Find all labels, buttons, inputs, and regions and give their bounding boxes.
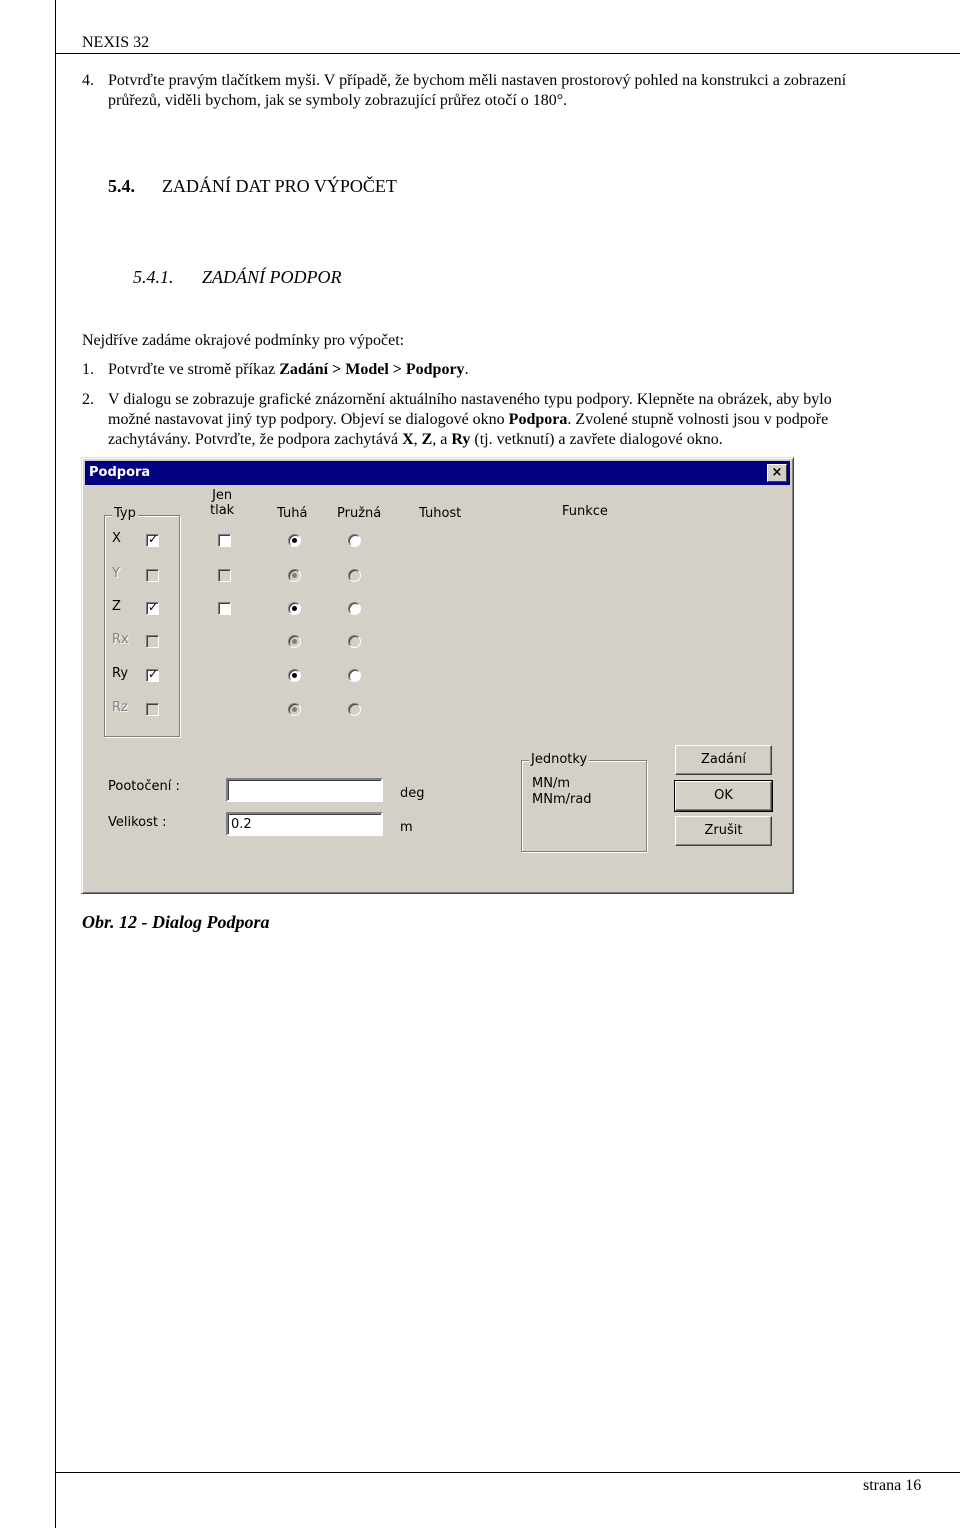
typ-checkbox-rz[interactable]: [146, 703, 159, 716]
dialog-titlebar[interactable]: [85, 461, 790, 485]
pootoceni-input[interactable]: [226, 778, 383, 802]
jednotky-line1: MN/m: [532, 776, 570, 791]
typ-label-ry: Ry: [112, 666, 129, 681]
pruzna-radio-x[interactable]: [348, 534, 361, 547]
header-rule: [55, 53, 960, 54]
step2-line1: V dialogu se zobrazuje grafické znázornění aktuálního nastaveného typu podpory. Klepněte na obrázek, aby bylo: [108, 391, 832, 408]
jednotky-line2: MNm/rad: [532, 792, 592, 807]
zadani-button[interactable]: Zadání: [675, 745, 772, 775]
jen-tlak-checkbox-y[interactable]: [218, 569, 231, 582]
radio-dot-icon: [292, 538, 297, 543]
tuha-radio-rz[interactable]: [288, 703, 301, 716]
figure-caption: Obr. 12 - Dialog Podpora: [82, 912, 270, 932]
pootoceni-label: Pootočení :: [108, 779, 180, 794]
jednotky-label: Jednotky: [531, 752, 588, 767]
header-funkce: Funkce: [562, 504, 608, 519]
typ-checkbox-ry[interactable]: [146, 669, 159, 682]
subsection-number: 5.4.1.: [133, 267, 174, 287]
jen-tlak-checkbox-x[interactable]: [218, 534, 231, 547]
typ-label-z: Z: [112, 599, 121, 614]
step2-num: 2.: [82, 391, 94, 408]
ok-button[interactable]: OK: [675, 781, 772, 811]
dialog-title: Podpora: [89, 465, 151, 480]
jen-tlak-checkbox-z[interactable]: [218, 602, 231, 615]
footer-rule: [55, 1472, 960, 1473]
header-pruzna: Pružná: [337, 506, 382, 521]
page-number: strana 16: [863, 1477, 922, 1494]
tuha-radio-ry[interactable]: [288, 669, 301, 682]
typ-group-label: Typ: [114, 506, 136, 521]
header-tuha: Tuhá: [277, 506, 308, 521]
check-mark-icon: ✓: [148, 667, 159, 681]
radio-dot-icon: [292, 573, 297, 578]
header-product: NEXIS 32: [82, 34, 150, 51]
radio-dot-icon: [292, 707, 297, 712]
tuha-radio-rx[interactable]: [288, 635, 301, 648]
pruzna-radio-rz[interactable]: [348, 703, 361, 716]
pruzna-radio-rx[interactable]: [348, 635, 361, 648]
step2-line3: zachytávány. Potvrďte, že podpora zachytává X, Z, a Ry (tj. vetknutí) a zavřete dialogové okno.: [108, 431, 723, 448]
check-mark-icon: ✓: [148, 532, 159, 546]
header-jen-tlak: Jen tlak: [210, 488, 235, 518]
pruzna-radio-y[interactable]: [348, 569, 361, 582]
radio-dot-icon: [292, 673, 297, 678]
typ-label-x: X: [112, 531, 121, 546]
radio-dot-icon: [292, 606, 297, 611]
velikost-input[interactable]: [226, 812, 383, 836]
pruzna-radio-z[interactable]: [348, 602, 361, 615]
typ-label-rz: Rz: [112, 700, 128, 715]
close-button[interactable]: ×: [767, 464, 787, 482]
intro-text: Nejdříve zadáme okrajové podmínky pro výpočet:: [82, 332, 405, 349]
step2-line2: možné nastavovat jiný typ podpory. Objeví se dialogové okno Podpora. Zvolené stupně volnosti jsou v podpoře: [108, 411, 829, 428]
step4-num: 4.: [82, 72, 94, 89]
velikost-label: Velikost :: [108, 815, 167, 830]
pootoceni-unit: deg: [400, 786, 425, 801]
radio-dot-icon: [292, 639, 297, 644]
step4-line1: Potvrďte pravým tlačítkem myši. V případě, že bychom měli nastaven prostorový pohled na konstrukci a zobrazení: [108, 72, 847, 89]
step4-line2: průřezů, viděli bychom, jak se symboly zobrazující průřez otočí o 180°.: [108, 92, 568, 109]
podpora-dialog: [81, 457, 794, 894]
section-title: ZADÁNÍ DAT PRO VÝPOČET: [162, 176, 397, 196]
typ-checkbox-x[interactable]: [146, 534, 159, 547]
typ-checkbox-y[interactable]: [146, 569, 159, 582]
step1-num: 1.: [82, 361, 94, 378]
tuha-radio-x[interactable]: [288, 534, 301, 547]
zrusit-button[interactable]: Zrušit: [675, 816, 772, 846]
subsection-title: ZADÁNÍ PODPOR: [202, 267, 342, 287]
tuha-radio-z[interactable]: [288, 602, 301, 615]
velikost-unit: m: [400, 820, 413, 835]
typ-label-rx: Rx: [112, 632, 129, 647]
typ-checkbox-rx[interactable]: [146, 635, 159, 648]
margin-line: [55, 0, 56, 1528]
typ-checkbox-z[interactable]: [146, 602, 159, 615]
check-mark-icon: ✓: [148, 600, 159, 614]
typ-label-y: Y: [112, 566, 120, 581]
pruzna-radio-ry[interactable]: [348, 669, 361, 682]
tuha-radio-y[interactable]: [288, 569, 301, 582]
section-number: 5.4.: [108, 176, 135, 196]
header-tuhost: Tuhost: [419, 506, 462, 521]
step1-command: Zadání > Model > Podpory: [279, 361, 465, 378]
step1-text: Potvrďte ve stromě příkaz Zadání > Model > Podpory.: [108, 361, 469, 378]
